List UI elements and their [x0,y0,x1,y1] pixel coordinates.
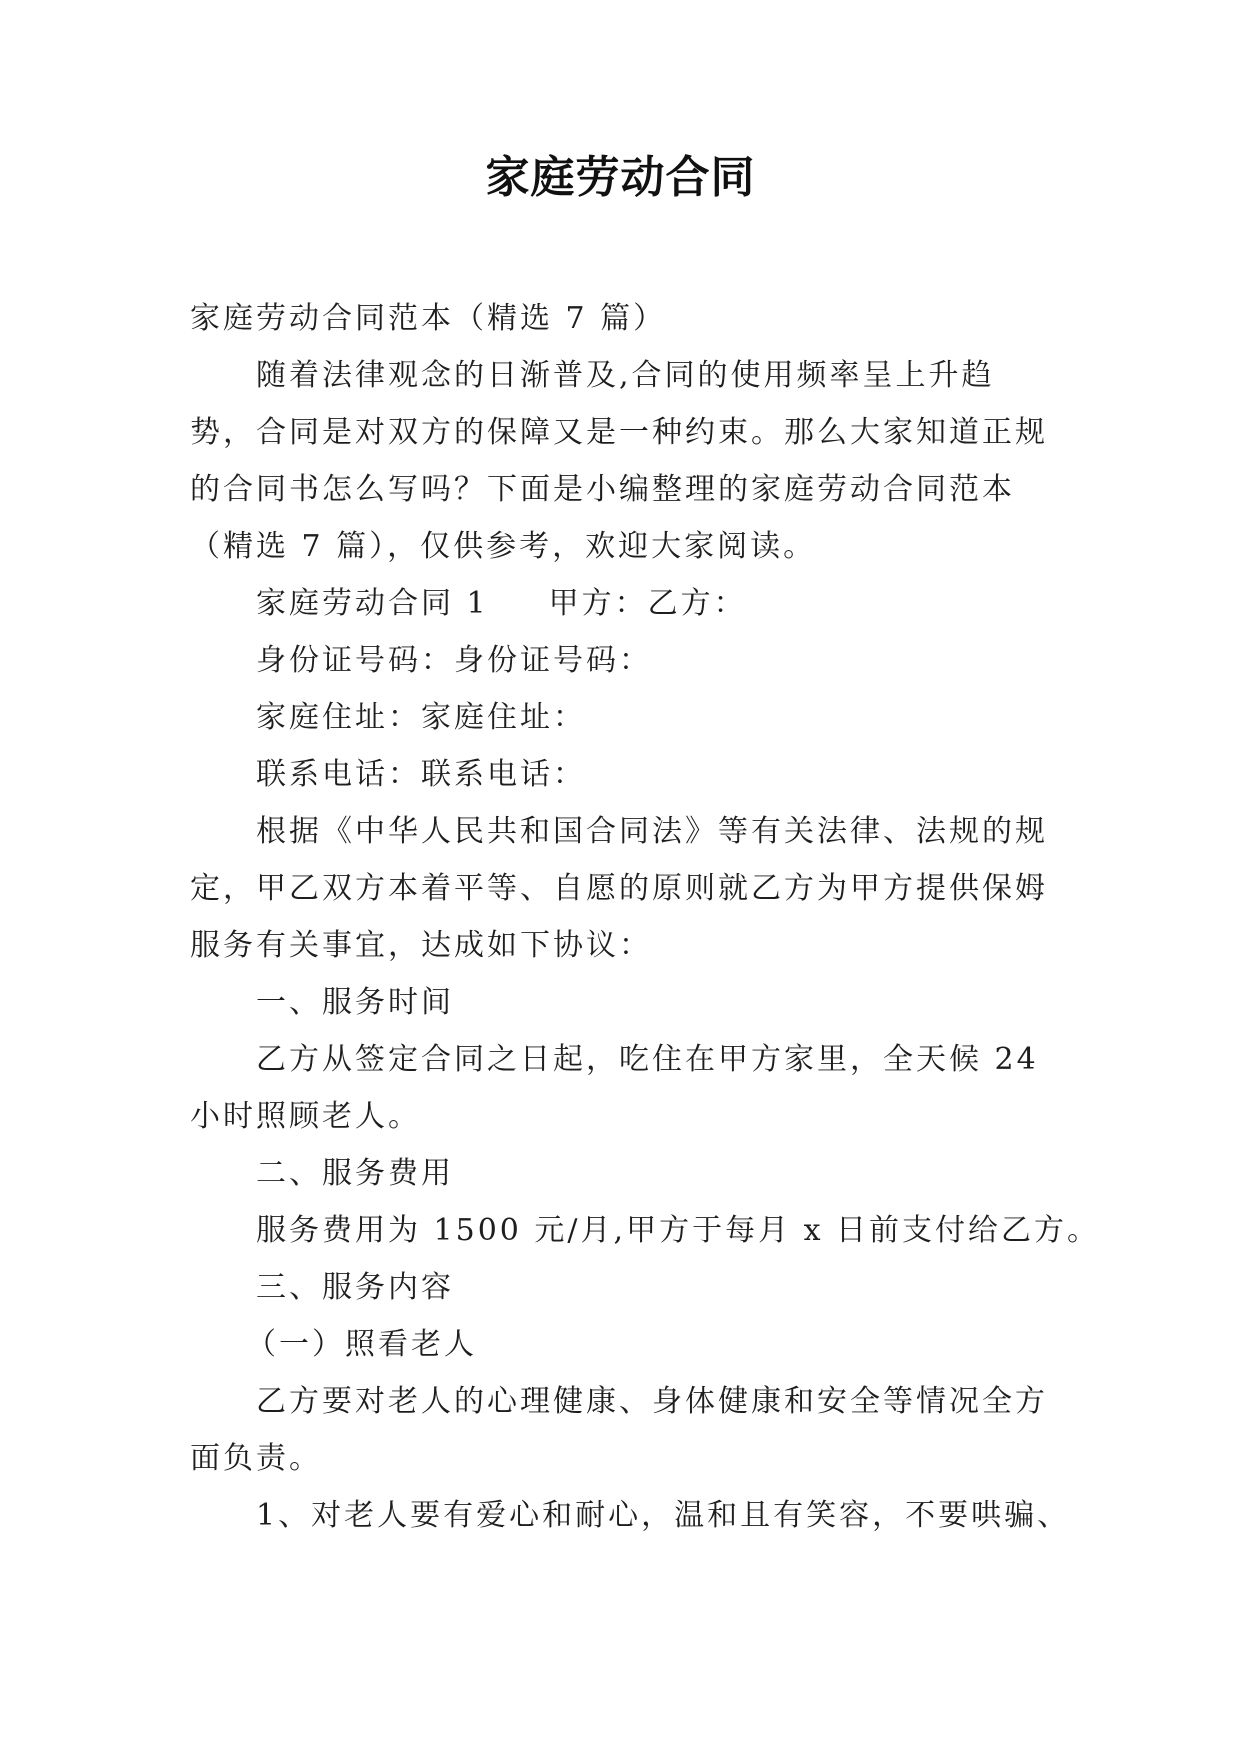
section-2-heading: 二、服务费用 [256,1156,454,1191]
intro-paragraph: 随着法律观念的日渐普及,合同的使用频率呈上升趋势，合同是对双方的保障又是一种约束。那么大家知道正规的合同书怎么写吗？下面是小编整理的家庭劳动合同范本（精选 7 篇），仅供参考，欢迎大家阅读。 [190,358,1048,564]
section-2-text: 服务费用为 1500 元/月,甲方于每月 x 日前支付给乙方。 [256,1213,1101,1248]
phone-line: 联系电话：联系电话： [256,757,586,792]
document-body [190,290,1101,1544]
item-1-text: 1、对老人要有爱心和耐心，温和且有笑容，不要哄骗、 [256,1498,1071,1533]
contract-heading: 家庭劳动合同 1 [256,586,489,621]
document-title: 家庭劳动合同 [485,152,756,203]
section-3-heading: 三、服务内容 [256,1270,454,1305]
section-1-heading: 一、服务时间 [256,985,454,1020]
legal-basis-paragraph: 根据《中华人民共和国合同法》等有关法律、法规的规定，甲乙双方本着平等、自愿的原则就乙方为甲方提供保姆服务有关事宜，达成如下协议： [190,814,1048,963]
subsection-1-heading: （一）照看老人 [246,1327,477,1362]
document-subtitle: 家庭劳动合同范本（精选 7 篇） [190,301,667,336]
subsection-1-text: 乙方要对老人的心理健康、身体健康和安全等情况全方面负责。 [190,1384,1048,1476]
contract-heading-line [190,575,1060,632]
section-1-text: 乙方从签定合同之日起，吃住在甲方家里，全天候 24 小时照顾老人。 [190,1042,1039,1134]
id-number-line: 身份证号码：身份证号码： [256,643,652,678]
home-address-line: 家庭住址：家庭住址： [256,700,586,735]
party-line: 甲方：乙方： [548,586,747,621]
